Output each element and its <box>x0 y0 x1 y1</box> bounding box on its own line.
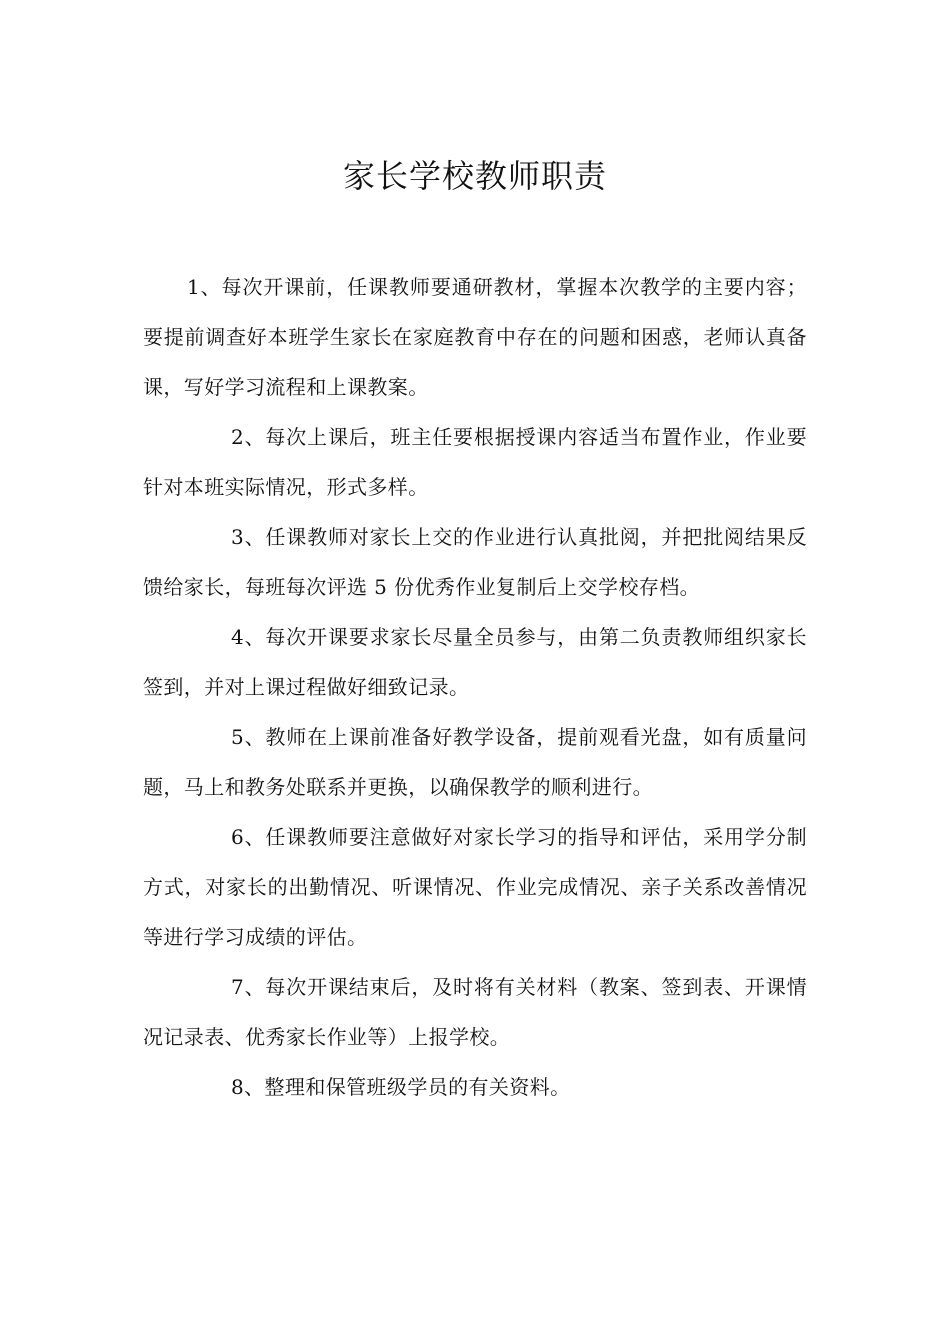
duty-paragraph-6: 6、任课教师要注意做好对家长学习的指导和评估，采用学分制方式，对家长的出勤情况、听课情况、作业完成情况、亲子关系改善情况等进行学习成绩的评估。 <box>143 825 807 949</box>
duty-paragraph-1: 1、每次开课前，任课教师要通研教材，掌握本次教学的主要内容；要提前调查好本班学生家长在家庭教育中存在的问题和困惑，老师认真备课，写好学习流程和上课教案。 <box>143 275 807 399</box>
duty-paragraph-8: 8、整理和保管班级学员的有关资料。 <box>231 1075 571 1099</box>
duty-paragraph-5: 5、教师在上课前准备好教学设备，提前观看光盘，如有质量问题，马上和教务处联系并更换，以确保教学的顺利进行。 <box>143 725 807 799</box>
duty-paragraph-2: 2、每次上课后，班主任要根据授课内容适当布置作业，作业要针对本班实际情况，形式多样。 <box>143 425 807 499</box>
duty-paragraph-7: 7、每次开课结束后，及时将有关材料（教案、签到表、开课情况记录表、优秀家长作业等）上报学校。 <box>143 975 807 1049</box>
duty-paragraph-3: 3、任课教师对家长上交的作业进行认真批阅，并把批阅结果反馈给家长，每班每次评选 5 份优秀作业复制后上交学校存档。 <box>143 525 807 599</box>
duty-paragraph-4: 4、每次开课要求家长尽量全员参与，由第二负责教师组织家长签到，并对上课过程做好细致记录。 <box>143 625 807 699</box>
document-title: 家长学校教师职责 <box>342 157 607 195</box>
document-body <box>143 262 807 1112</box>
